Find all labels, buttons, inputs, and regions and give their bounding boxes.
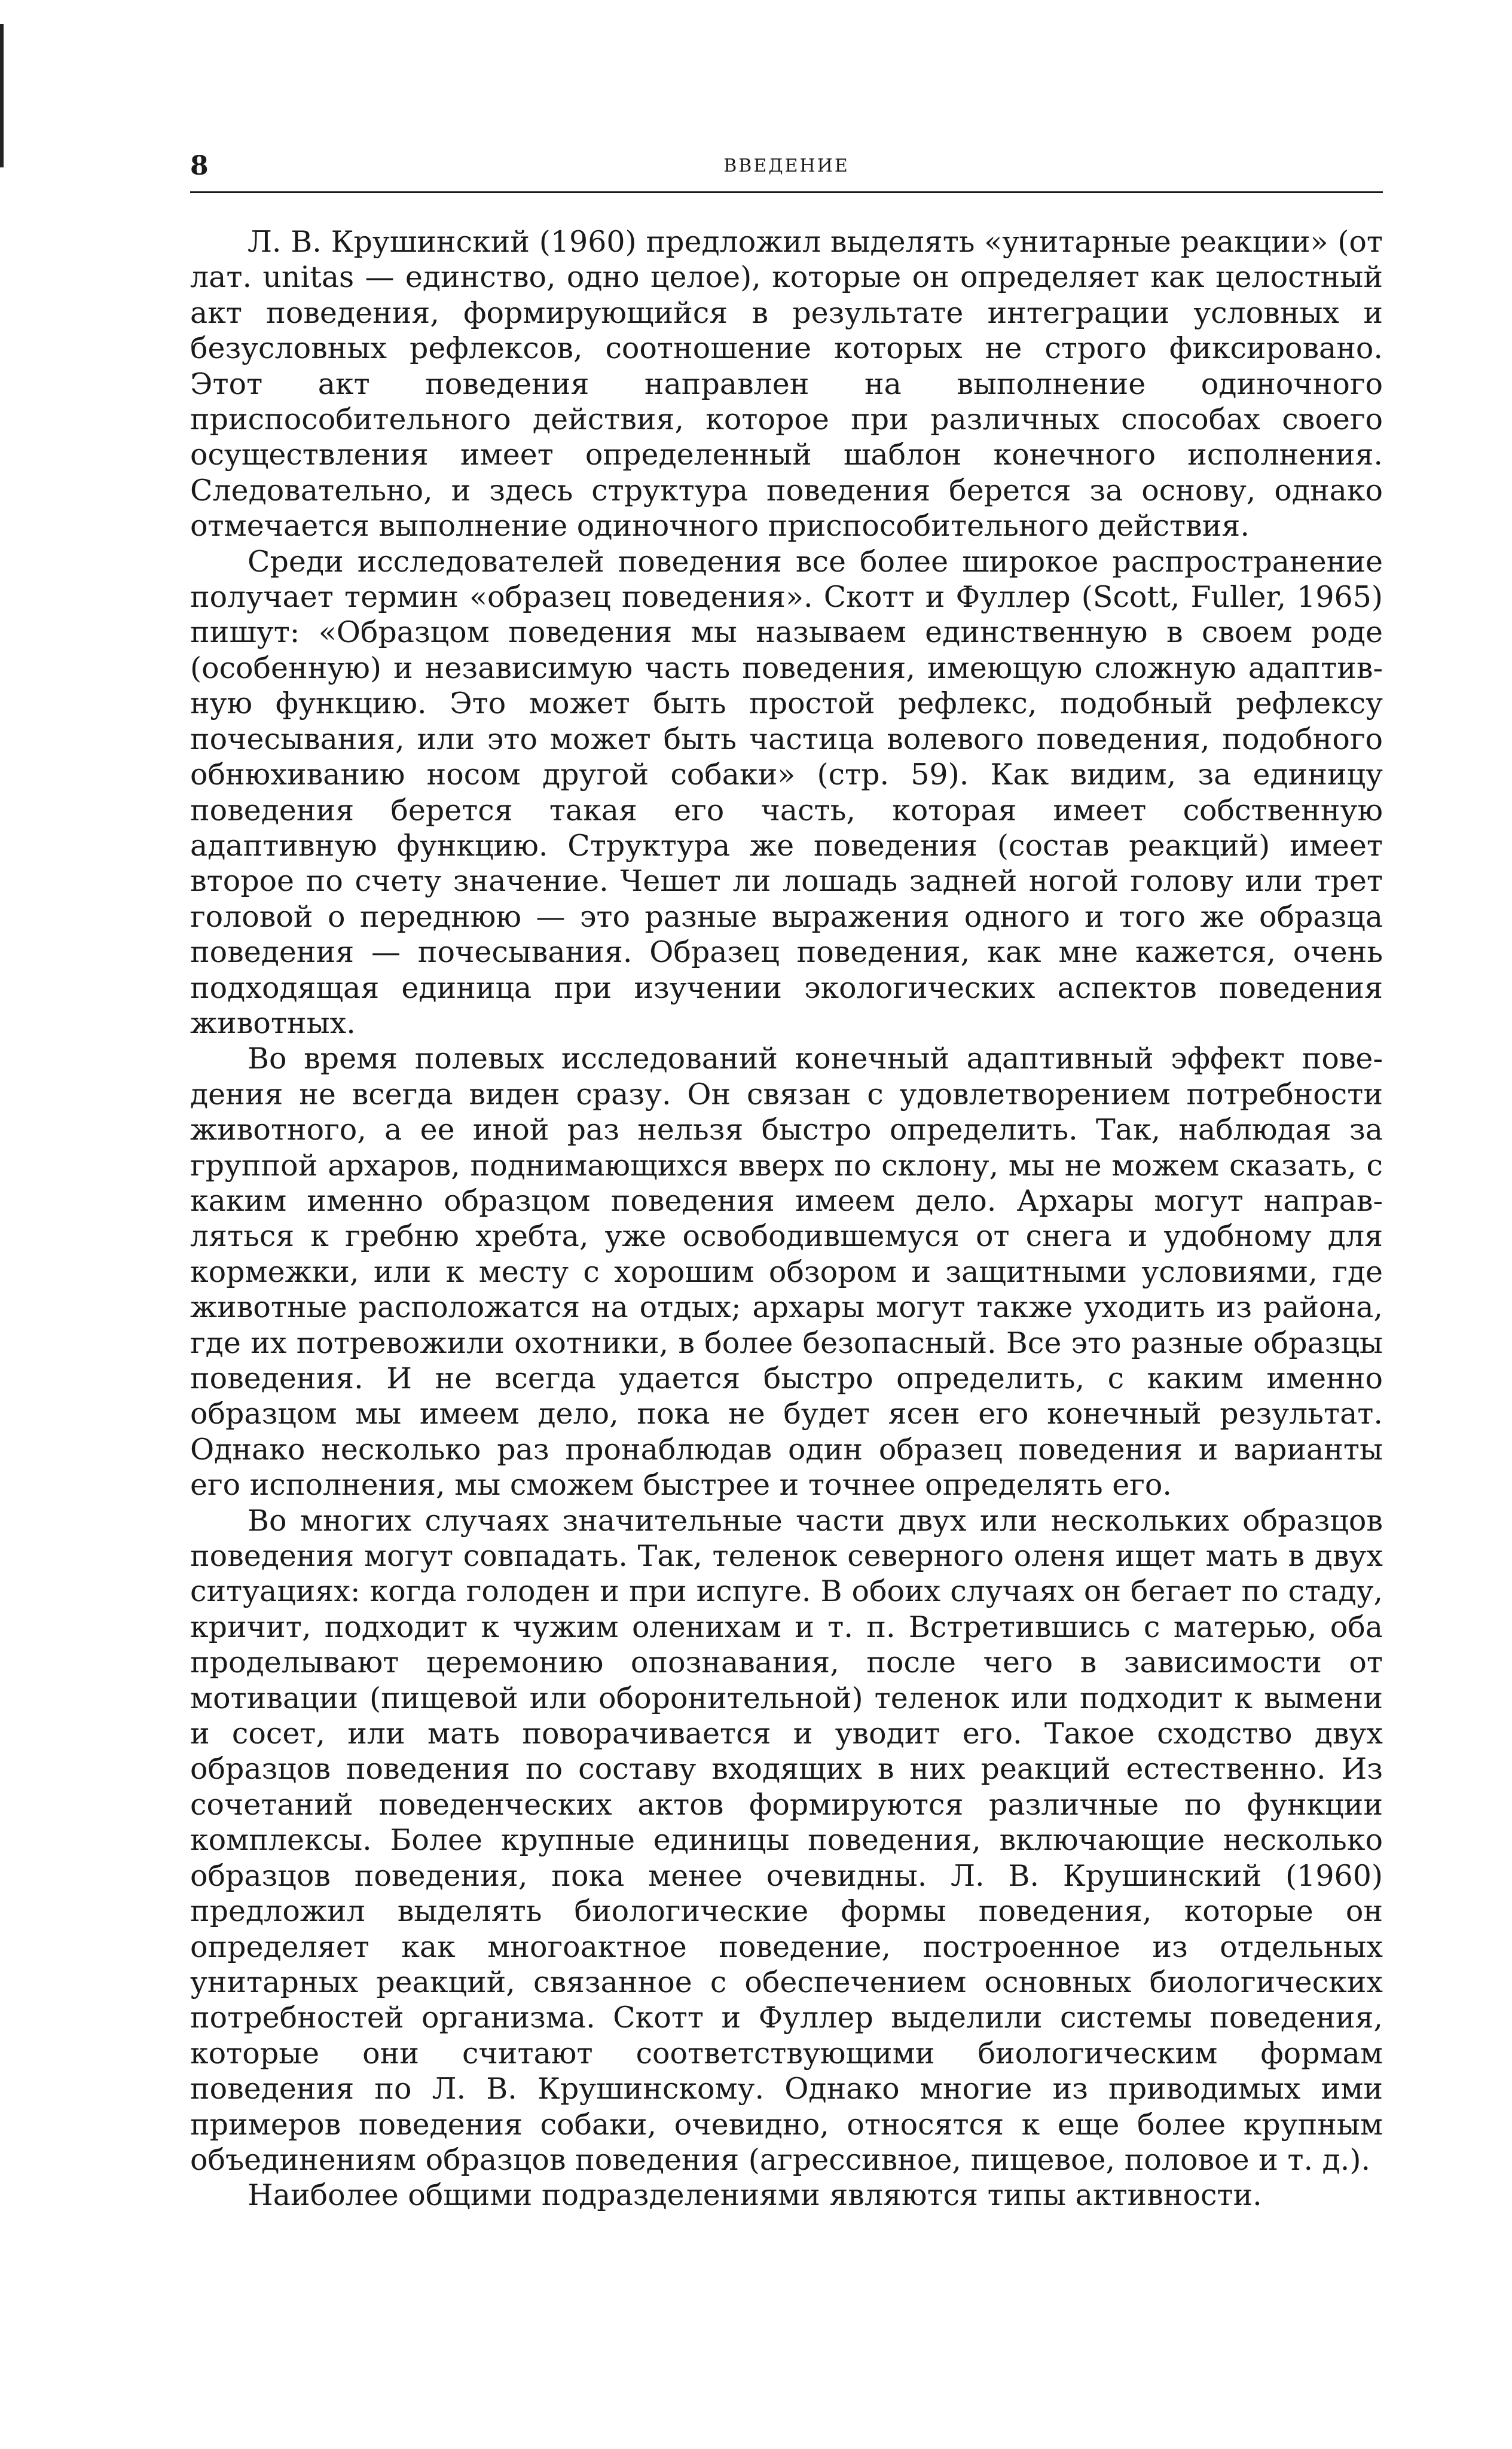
page-header [190, 149, 1383, 193]
page-number: 8 [190, 151, 209, 181]
scan-edge-mark [0, 24, 4, 167]
running-head: ВВЕДЕНИЕ [723, 155, 850, 176]
paragraph: Л. В. Крушинский (1960) предложил выделять «унитарные реакции» (от лат. unitas — единство, одно целое), которые он определяет как целостный акт поведения, формирующийся в результате интеграции условных и безусловных рефлексов, соотношение которых не строго фиксировано. Этот акт поведения направлен на выполнение одиночного приспособительного действия, которое при различных способах своего осуществления имеет определенный шаблон конечного исполнения. Следовательно, и здесь структура поведения берется за основу, однако отмечается выполнение одиночного приспособительного действия. [190, 225, 1383, 543]
paragraph: Наиболее общими подразделениями являются типы активности. [248, 2178, 1262, 2213]
paragraph: Во многих случаях значительные части двух или нескольких образцов поведения могут совпадать. Так, теленок северного оленя ищет мать в двух ситуациях: когда голоден и при испуге. В обоих случаях он бегает по стаду, кричит, подходит к чужим оленихам и т. п. Встретившись с матерью, оба проделывают церемонию опознавания, после чего в зависимости от мотивации (пищевой или оборонительной) теленок или подходит к вымени и сосет, или мать поворачивается и уводит его. Такое сходство двух образцов поведения по составу входящих в них реакций естественно. Из сочетаний поведенческих актов формируются различные по функции комплексы. Более крупные единицы поведения, включающие несколько образцов поведения, пока менее очевидны. Л. В. Крушинский (1960) предложил выделять биологические формы поведения, которые он определяет как многоактное поведение, построенное из отдельных унитарных реакций, связанное с обеспечением основных биологических потребностей организма. Скотт и Фуллер выделили системы поведения, которые они считают соответствующими биологическим формам поведения по Л. В. Крушинскому. Однако многие из приводимых ими примеров поведения собаки, очевидно, относятся к еще более крупным объединениям образцов поведения (агрессивное, пищевое, половое и т. д.). [190, 1503, 1383, 2177]
paragraph: Среди исследователей поведения все более широкое распространение получает термин «образец поведения». Скотт и Фуллер (Scott, Fuller, 1965) пишут: «Образцом поведения мы называем единственную в своем роде (особенную) и независимую часть поведения, имеющую сложную адаптивную функцию. Это может быть простой рефлекс, подобный рефлексу почесывания, или это может быть частица волевого поведения, подобного обнюхиванию носом другой собаки» (стр. 59). Как видим, за единицу поведения берется такая его часть, которая имеет собственную адаптивную функцию. Структура же поведения (состав реакций) имеет второе по счету значение. Чешет ли лошадь задней ногой голову или трет головой о переднюю — это разные выражения одного и того же образца поведения — почесывания. Образец поведения, как мне кажется, очень подходящая единица при изучении экологических аспектов поведения животных. [190, 544, 1383, 1040]
paragraph: Во время полевых исследований конечный адаптивный эффект поведения не всегда виден сразу. Он связан с удовлетворением потребности животного, а ее иной раз нельзя быстро определить. Так, наблюдая за группой архаров, поднимающихся вверх по склону, мы не можем сказать, с каким именно образцом поведения имеем дело. Архары могут направляться к гребню хребта, уже освободившемуся от снега и удобному для кормежки, или к месту с хорошим обзором и защитными условиями, где животные расположатся на отдых; архары могут также уходить из района, где их потревожили охотники, в более безопасный. Все это разные образцы поведения. И не всегда удается быстро определить, с каким именно образцом мы имеем дело, пока не будет ясен его конечный результат. Однако несколько раз пронаблюдав один образец поведения и варианты его исполнения, мы сможем быстрее и точнее определять его. [190, 1042, 1383, 1503]
body-text [190, 224, 1383, 2213]
book-page [190, 149, 1383, 2213]
